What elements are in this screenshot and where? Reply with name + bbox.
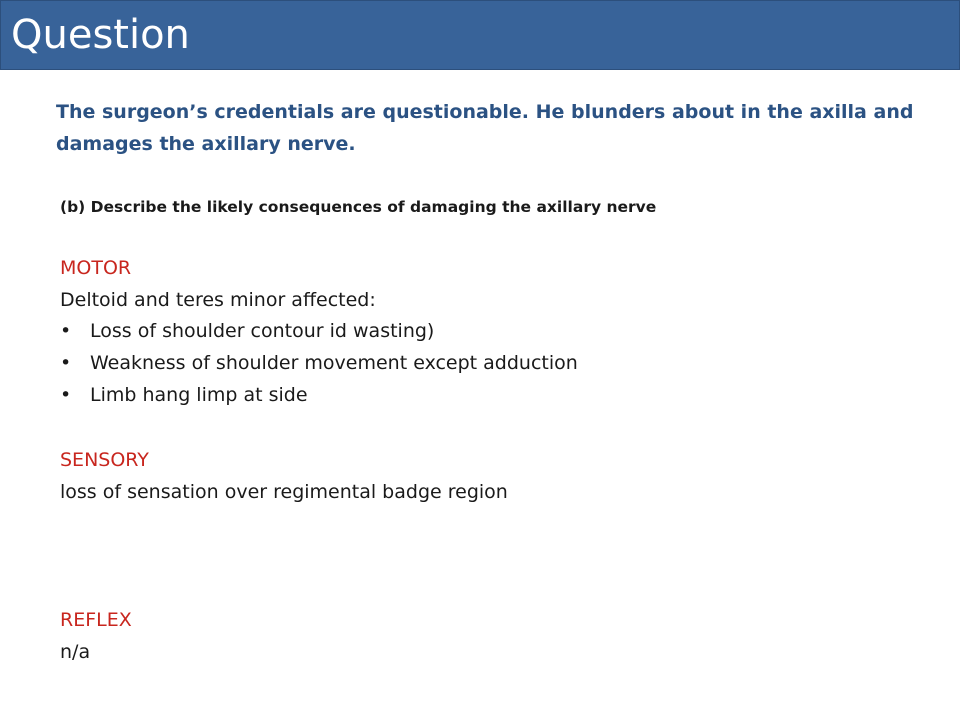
reflex-heading: REFLEX [60, 609, 132, 631]
bullet-text: Weakness of shoulder movement except adduction [90, 352, 578, 374]
title-bar [0, 0, 960, 70]
bullet-text: Loss of shoulder contour id wasting) [90, 320, 435, 342]
reflex-text: n/a [60, 641, 91, 663]
motor-heading: MOTOR [60, 257, 132, 279]
bullet-icon: • [60, 352, 72, 374]
intro-text: The surgeon’s credentials are questionable. He blunders about in the axilla and damages the axillary nerve. [56, 101, 914, 155]
slide-title: Question [11, 12, 190, 58]
sensory-heading: SENSORY [60, 449, 149, 471]
bullet-icon: • [60, 320, 72, 342]
motor-summary: Deltoid and teres minor affected: [60, 289, 376, 311]
sensory-text: loss of sensation over regimental badge region [60, 481, 508, 503]
bullet-icon: • [60, 384, 72, 406]
question-text: (b) Describe the likely consequences of damaging the axillary nerve [60, 198, 657, 216]
bullet-text: Limb hang limp at side [90, 384, 308, 406]
